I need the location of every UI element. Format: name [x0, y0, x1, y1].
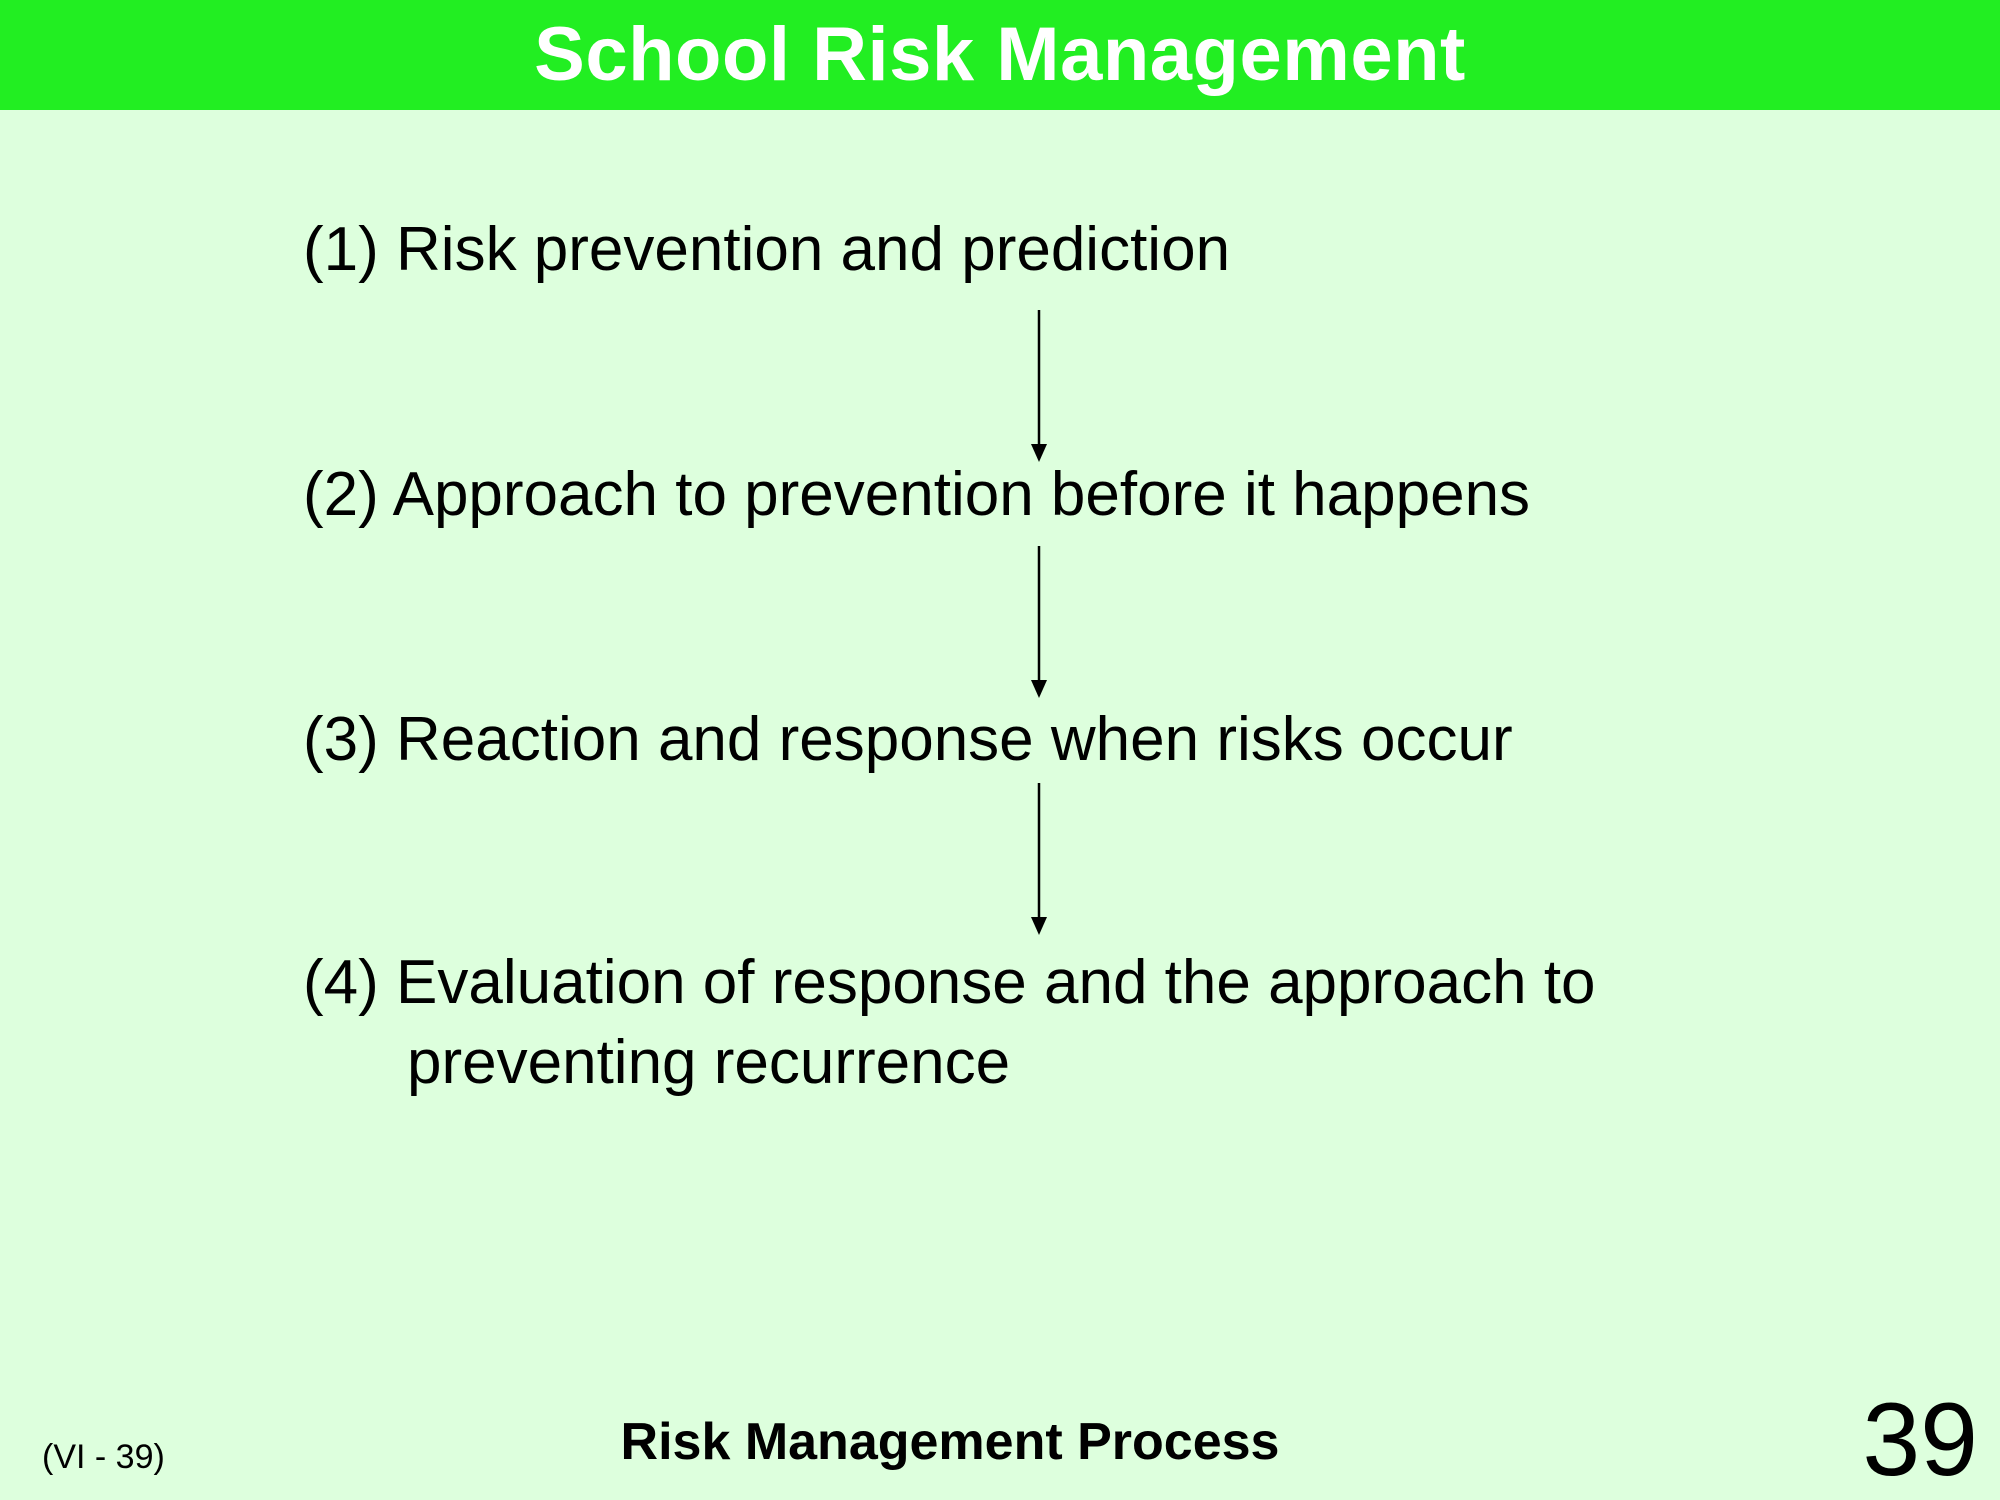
arrow-1-to-2: [1030, 310, 1048, 462]
step-2-number: (2): [303, 460, 379, 529]
slide-code: (VI - 39): [42, 1438, 165, 1476]
step-2: [303, 455, 1803, 535]
page-number: 39: [1862, 1382, 1978, 1498]
title-bar: [0, 0, 2000, 110]
step-1: [303, 210, 1803, 290]
down-arrow-icon: [1030, 546, 1048, 698]
slide-title: School Risk Management: [534, 12, 1466, 97]
down-arrow-icon: [1030, 310, 1048, 462]
step-4-number: (4): [303, 948, 379, 1017]
step-4-continuation: preventing recurrence: [407, 1028, 1011, 1097]
step-1-number: (1): [303, 215, 379, 284]
step-2-text: Approach to prevention before it happens: [392, 460, 1531, 529]
step-3: [303, 700, 1803, 780]
footer-title: Risk Management Process: [620, 1413, 1280, 1471]
arrow-2-to-3: [1030, 546, 1048, 698]
step-3-number: (3): [303, 705, 379, 774]
step-4: [303, 943, 1803, 1103]
step-3-text: Reaction and response when risks occur: [396, 705, 1513, 774]
down-arrow-icon: [1030, 783, 1048, 935]
arrow-3-to-4: [1030, 783, 1048, 935]
step-1-text: Risk prevention and prediction: [396, 215, 1231, 284]
step-4-text: Evaluation of response and the approach to: [396, 948, 1596, 1017]
